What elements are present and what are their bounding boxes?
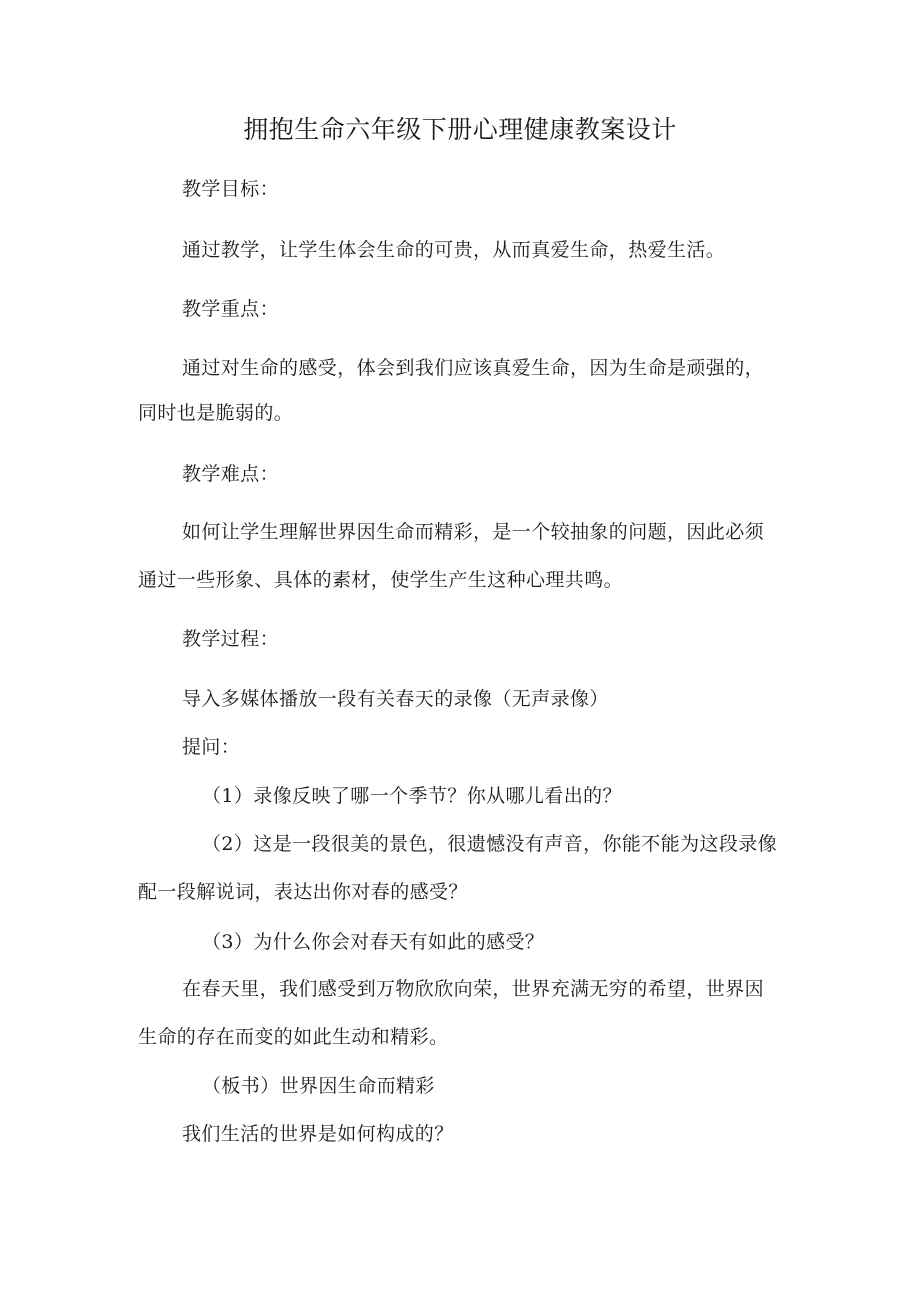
paragraph-goals: 通过教学，让学生体会生命的可贵，从而真爱生命，热爱生活。	[182, 239, 726, 261]
paragraph-board-note: （板书）世界因生命而精彩	[202, 1075, 435, 1097]
question-2-line-2: 配一段解说词，表达出你对春的感受？	[138, 881, 468, 903]
heading-process: 教学过程：	[182, 628, 280, 650]
question-1: （1）录像反映了哪一个季节？你从哪儿看出的？	[202, 785, 622, 807]
paragraph-key-points-1: 通过对生命的感受，体会到我们应该真爱生命，因为生命是顽强的，	[182, 357, 765, 379]
paragraph-difficulties-2: 通过一些形象、具体的素材，使学生产生这种心理共鸣。	[138, 569, 624, 591]
paragraph-world-question: 我们生活的世界是如何构成的？	[182, 1123, 454, 1145]
question-3: （3）为什么你会对春天有如此的感受？	[202, 931, 545, 953]
heading-difficulties: 教学难点：	[182, 463, 280, 485]
question-2-line-1: （2）这是一段很美的景色，很遗憾没有声音，你能不能为这段录像	[202, 833, 778, 855]
paragraph-spring-1: 在春天里，我们感受到万物欣欣向荣，世界充满无穷的希望，世界因	[182, 978, 765, 1000]
paragraph-difficulties-1: 如何让学生理解世界因生命而精彩，是一个较抽象的问题，因此必须	[182, 521, 765, 543]
heading-key-points: 教学重点：	[182, 298, 280, 320]
document-title: 拥抱生命六年级下册心理健康教案设计	[243, 115, 677, 144]
paragraph-key-points-2: 同时也是脆弱的。	[138, 402, 294, 424]
paragraph-question-label: 提问：	[182, 736, 241, 758]
paragraph-spring-2: 生命的存在而变的如此生动和精彩。	[138, 1026, 449, 1048]
paragraph-intro: 导入多媒体播放一段有关春天的录像（无声录像）	[182, 688, 609, 710]
heading-teaching-goals: 教学目标：	[182, 178, 280, 200]
